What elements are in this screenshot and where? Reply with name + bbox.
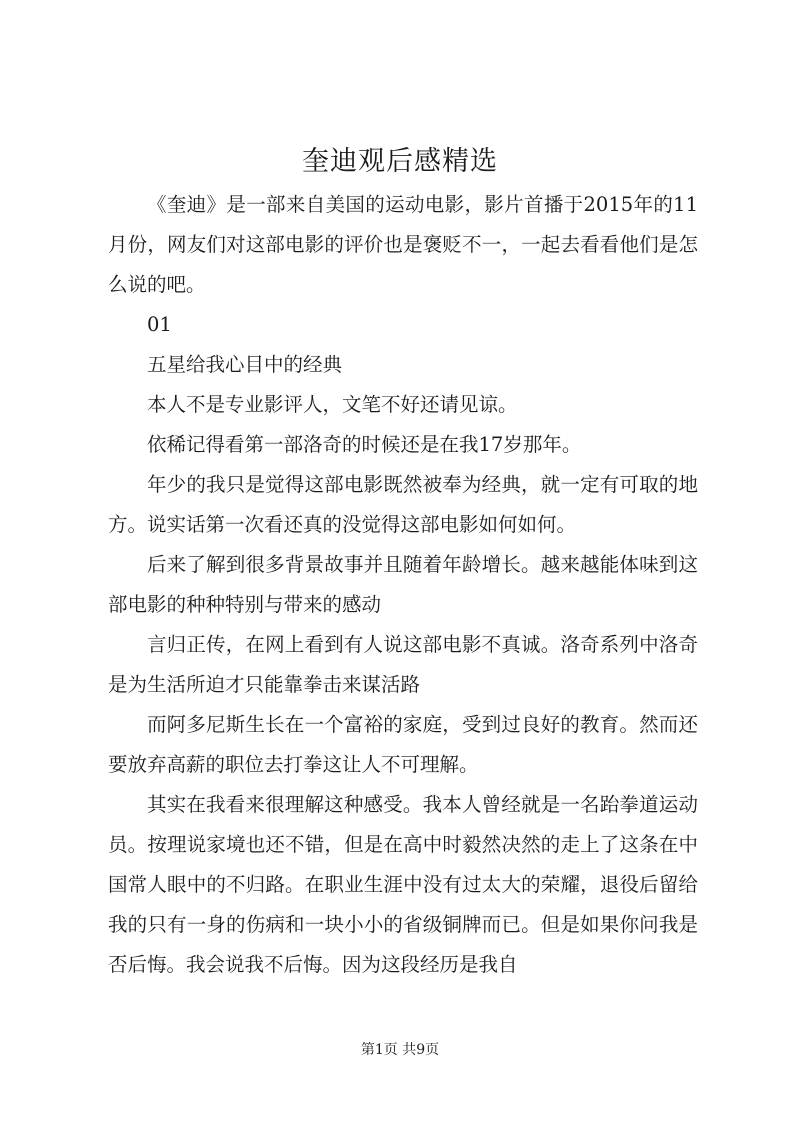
paragraph: 本人不是专业影评人，文笔不好还请见谅。 xyxy=(147,393,518,416)
paragraph: 依稀记得看第一部洛奇的时候还是在我17岁那年。 xyxy=(147,433,582,456)
paragraph: 言归正传，在网上看到有人说这部电影不真诚。洛奇系列中洛奇是为生活所迫才只能靠拳击来谋活路 xyxy=(108,633,698,696)
paragraph-section-number: 01 xyxy=(147,313,172,336)
paragraph: 其实在我看来很理解这种感受。我本人曾经就是一名跆拳道运动员。按理说家境也还不错，但是在高中时毅然决然的走上了这条在中国常人眼中的不归路。在职业生涯中没有过太大的荣耀，退役后留给我的只有一身的伤病和一块小小的省级铜牌而已。但是如果你问我是否后悔。我会说我不后悔。因为这段经历是我自 xyxy=(108,793,698,976)
document-body xyxy=(108,185,698,985)
paragraph-intro: 《奎迪》是一部来自美国的运动电影，影片首播于2015年的11月份，网友们对这部电影的评价也是褒贬不一，一起去看看他们是怎么说的吧。 xyxy=(108,193,698,296)
document-title: 奎迪观后感精选 xyxy=(302,146,498,177)
paragraph-section-heading: 五星给我心目中的经典 xyxy=(147,353,343,376)
paragraph: 而阿多尼斯生长在一个富裕的家庭，受到过良好的教育。然而还要放弃高薪的职位去打拳这让人不可理解。 xyxy=(108,713,698,776)
page-footer: 第1页 共9页 xyxy=(360,1042,440,1058)
paragraph: 后来了解到很多背景故事并且随着年龄增长。越来越能体味到这部电影的种种特别与带来的感动 xyxy=(108,553,698,616)
paragraph: 年少的我只是觉得这部电影既然被奉为经典，就一定有可取的地方。说实话第一次看还真的没觉得这部电影如何如何。 xyxy=(108,473,698,536)
